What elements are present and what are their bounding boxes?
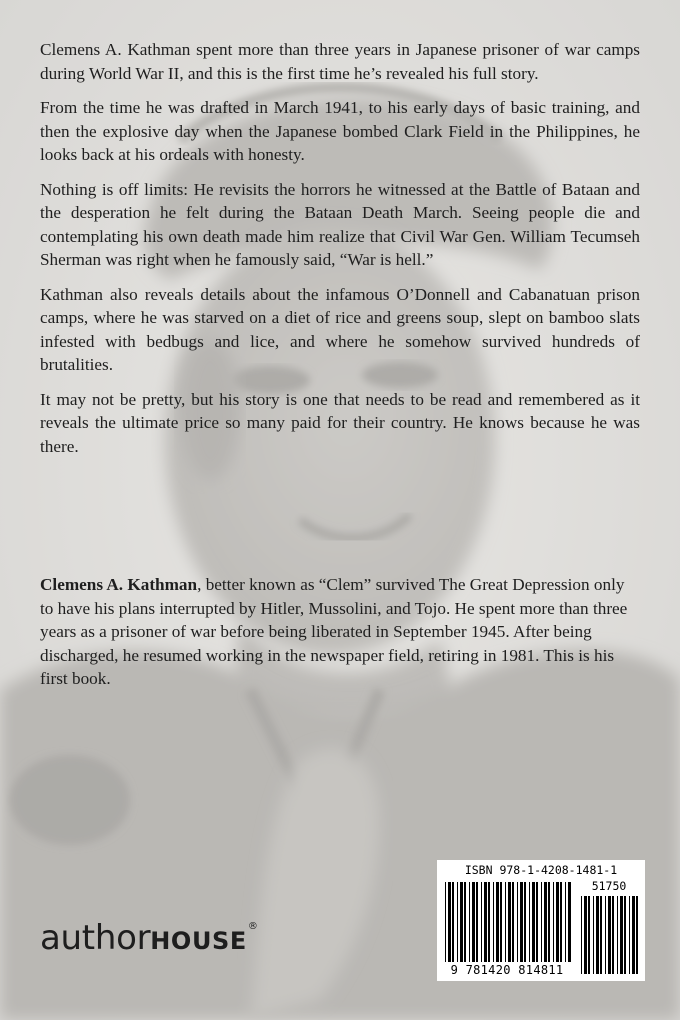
barcode-stripe	[464, 882, 466, 962]
price-code-label: 51750	[591, 879, 627, 893]
barcode-stripe	[541, 882, 542, 962]
barcode-stripe	[457, 882, 458, 962]
barcode-stripe	[617, 896, 618, 974]
barcode-stripe	[553, 882, 554, 962]
barcode-stripe	[588, 896, 590, 974]
barcode-stripe	[524, 882, 526, 962]
barcode-stripe	[469, 882, 470, 962]
barcode-stripe	[605, 896, 606, 974]
barcode-stripe	[460, 882, 463, 962]
barcode-stripe	[512, 882, 514, 962]
barcode-stripe	[445, 882, 446, 962]
barcode-stripe	[476, 882, 478, 962]
barcode-stripe	[448, 882, 451, 962]
barcode-stripe	[532, 882, 535, 962]
barcode-stripe	[481, 882, 482, 962]
barcode-stripe	[632, 896, 635, 974]
blurb-paragraph-3: Nothing is off limits: He revisits the horrors he witnessed at the Battle of Bataan and the desperation he felt during the Bataan Death March. Seeing people die and contemplating his own death made him realize that Civil War Gen. William Tecumseh Sherman was right when he famously said, “War is hell.”	[40, 179, 640, 269]
publisher-logo-house: HOUSE	[150, 927, 247, 955]
barcode-stripe	[624, 896, 626, 974]
barcode-stripe	[544, 882, 547, 962]
barcode-stripe	[560, 882, 562, 962]
blurb-paragraph-5: It may not be pretty, but his story is one that needs to be read and remembered as it reveals the ultimate price so many paid for their country. He knows because he was there.	[40, 389, 640, 456]
publisher-logo-author: author	[40, 918, 151, 958]
barcode-stripe	[596, 896, 599, 974]
barcode-stripe	[520, 882, 523, 962]
barcode-stripe	[529, 882, 530, 962]
barcode-stripe	[593, 896, 594, 974]
barcode-stripe	[629, 896, 630, 974]
publisher-logo	[40, 918, 258, 958]
barcode-stripe	[636, 896, 638, 974]
barcode-stripe	[536, 882, 538, 962]
registered-mark: ®	[247, 921, 258, 932]
barcode-stripe	[584, 896, 587, 974]
barcode-stripe	[612, 896, 614, 974]
barcode-stripe	[581, 896, 582, 974]
isbn-barcode	[437, 860, 645, 981]
barcode-stripe	[568, 882, 571, 962]
barcode-stripe	[472, 882, 475, 962]
barcode-stripe	[496, 882, 499, 962]
barcode-stripe	[484, 882, 487, 962]
isbn-label: ISBN 978-1-4208-1481-1	[464, 863, 618, 877]
blurb-paragraph-2: From the time he was drafted in March 1941, to his early days of basic training, and then the explosive day when the Japanese bombed Clark Field in the Philippines, he looks back at his ordeals with honesty.	[40, 98, 640, 164]
author-name: Clemens A. Kathman	[40, 575, 198, 594]
barcode-stripe	[493, 882, 494, 962]
barcode-stripe	[505, 882, 506, 962]
barcode-stripe	[548, 882, 550, 962]
ean-digits: 9 781420 814811	[450, 963, 564, 977]
barcode-stripe	[608, 896, 611, 974]
barcode-stripe	[556, 882, 559, 962]
barcode-stripe	[508, 882, 511, 962]
blurb-paragraph-1: Clemens A. Kathman spent more than three years in Japanese prisoner of war camps during World War II, and this is the first time he’s revealed his full story.	[40, 40, 640, 83]
barcode-stripe	[620, 896, 623, 974]
barcode-stripe	[500, 882, 502, 962]
blurb-paragraph-4: Kathman also reveals details about the infamous O’Donnell and Cabanatuan prison camps, where he was starved on a diet of rice and greens soup, slept on bamboo slats infested with bedbugs and lice, and where he somehow survived hundreds of brutalities.	[40, 284, 640, 374]
barcode-stripe	[488, 882, 490, 962]
barcode-stripe	[452, 882, 454, 962]
author-bio-text: , better known as “Clem” survived The Great Depression only to have his plans interrupted by Hitler, Mussolini, and Tojo. He spent more than three years as a prisoner of war before being liberated in September 1945. After being discharged, he resumed working in the newspaper field, retiring in 1981. This is his first book.	[40, 575, 628, 688]
barcode-stripe	[517, 882, 518, 962]
author-bio	[40, 573, 640, 691]
back-cover-blurb	[40, 38, 640, 469]
barcode-stripe	[565, 882, 566, 962]
barcode-stripe	[600, 896, 602, 974]
